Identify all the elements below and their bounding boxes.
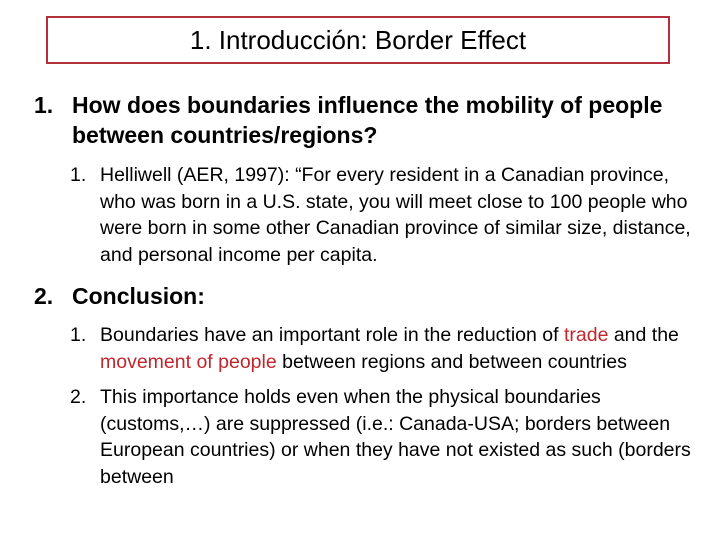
sub-bullet-helliwell-quote — [0, 162, 720, 268]
sub-bullet-number: 1. — [70, 324, 87, 346]
highlight-movement-of-people: movement of people — [100, 350, 277, 373]
sub-bullet-number: 2. — [70, 386, 87, 408]
bullet-conclusion — [0, 281, 720, 311]
sub-bullet-text-middle: and the — [608, 324, 679, 346]
sub-bullet-text-after: between regions and between countries — [276, 350, 627, 373]
sub-bullet-boundaries-role — [0, 322, 720, 375]
slide-title: 1. Introducción: Border Effect — [189, 25, 527, 55]
sub-bullet-text: This importance holds even when the physical boundaries (customs,…) are suppressed (i.e.: Canada-USA; borders between European countries) or when they have not existed as such (borders between — [100, 386, 691, 488]
bullet-question — [0, 90, 720, 150]
sub-bullet-number: 1. — [70, 164, 87, 186]
highlight-trade: trade — [563, 324, 609, 346]
bullet-text: How does boundaries influence the mobility of people between countries/regions? — [72, 92, 663, 148]
sub-bullet-text-before: Boundaries have an important role in the reduction of — [100, 324, 564, 346]
bullet-text: Conclusion: — [72, 283, 205, 309]
bullet-number: 1. — [34, 92, 54, 118]
slide-body — [0, 90, 720, 490]
bullet-number: 2. — [34, 283, 54, 309]
title-box — [46, 16, 670, 64]
sub-bullet-text: Helliwell (AER, 1997): “For every resident in a Canadian province, who was born in a U.S. state, you will meet close to 100 people who were born in some other Canadian province of similar size, distance, and personal income per capita. — [100, 164, 691, 266]
sub-bullet-importance-holds — [0, 384, 720, 490]
